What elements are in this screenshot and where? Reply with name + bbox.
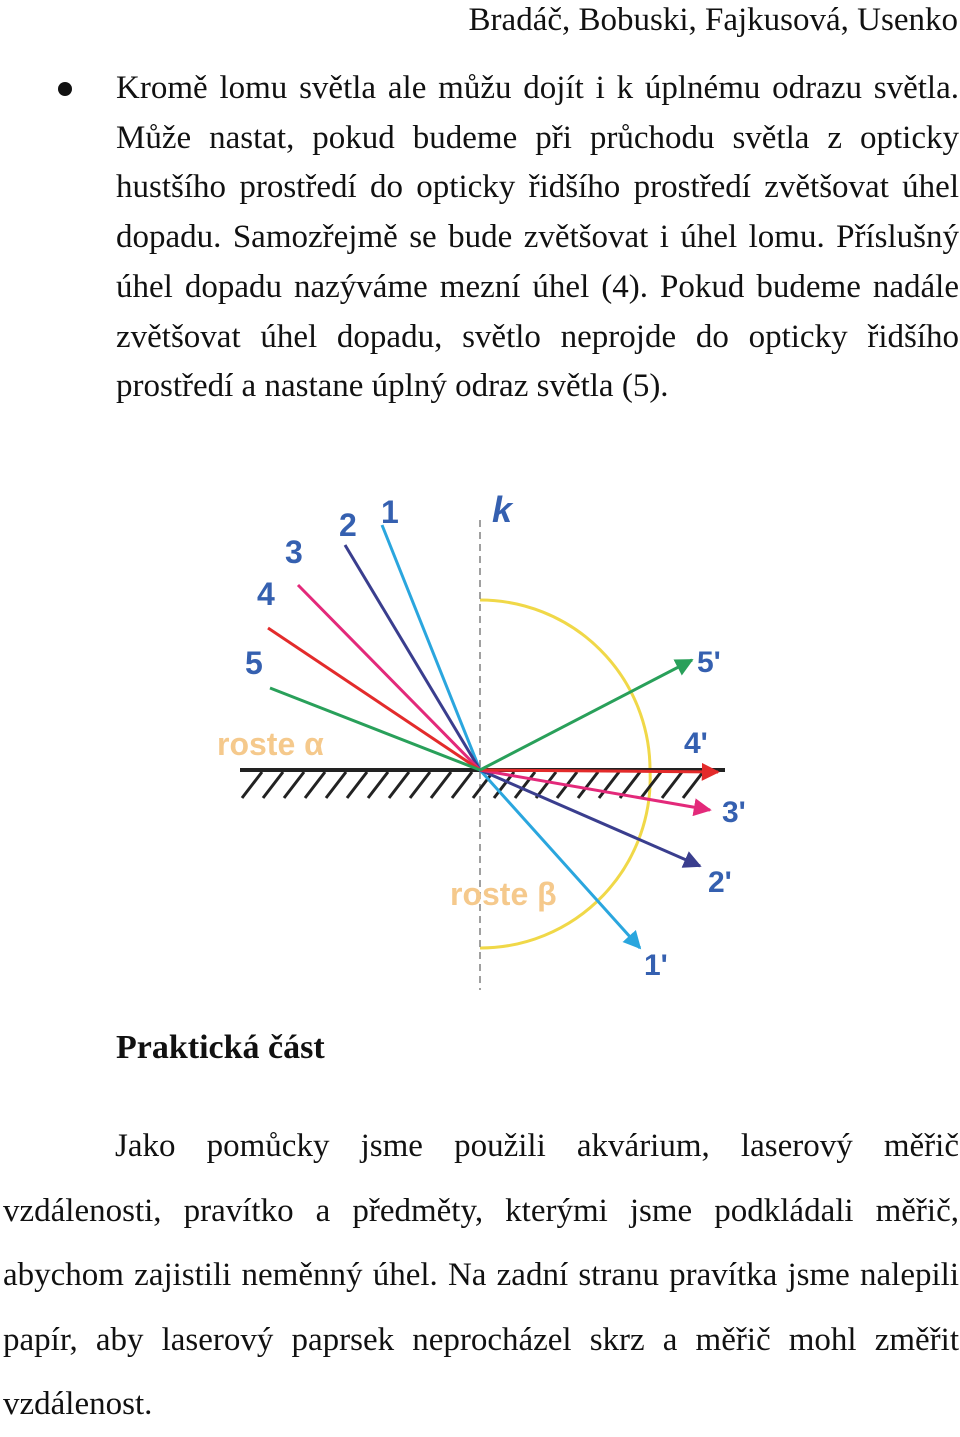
incident-ray-3	[298, 585, 480, 770]
refracted-ray-1	[480, 770, 640, 948]
hatch-mark	[347, 772, 367, 798]
incident-label-1: 1	[381, 494, 399, 530]
refracted-label-2: 2'	[708, 866, 732, 899]
hatch-mark	[263, 772, 283, 798]
surface-hatching	[242, 772, 703, 798]
normal-label: k	[492, 489, 513, 530]
practical-paragraph	[3, 1114, 959, 1437]
bullet-paragraph: Kromě lomu světla ale můžu dojít i k úplnému odrazu světla. Může nastat, pokud budeme při průchodu světla z opticky hustšího prostředí do opticky řidšího prostředí zvětšovat úhel dopadu. Samozřejmě se bude zvětšovat i úhel lomu. Příslušný úhel dopadu nazýváme mezní úhel (4). Pokud budeme nadále zvětšovat úhel dopadu, světlo neprojde do opticky řidšího prostředí a nastane úplný odraz světla (5).	[116, 70, 959, 405]
hatch-mark	[410, 772, 430, 798]
paragraph-text: Jako pomůcky jsme použili akvárium, laserový měřič vzdálenosti, pravítko a předměty, kterými jsme podkládali měřič, abychom zajistili neměnný úhel. Na zadní stranu pravítka jsme nalepili papír, aby laserový paprsek neprocházel skrz a měřič mohl změřit vzdálenost.	[3, 1128, 959, 1422]
hatch-mark	[242, 772, 262, 798]
hatch-mark	[536, 772, 556, 798]
hatch-mark	[452, 772, 472, 798]
alpha-label: roste α	[217, 726, 324, 762]
page-header-authors: Bradáč, Bobuski, Fajkusová, Usenko	[468, 2, 958, 38]
incident-ray-2	[345, 545, 480, 770]
hatch-mark	[326, 772, 346, 798]
refraction-diagram	[200, 485, 760, 995]
alpha-arc	[480, 600, 650, 770]
bullet-point	[58, 82, 72, 96]
hatch-mark	[683, 772, 703, 798]
hatch-mark	[284, 772, 304, 798]
incident-label-3: 3	[285, 534, 303, 570]
hatch-mark	[431, 772, 451, 798]
hatch-mark	[368, 772, 388, 798]
reflected-label-5: 5'	[697, 646, 721, 679]
reflected-ray-5	[480, 660, 692, 770]
incident-ray-1	[382, 525, 480, 770]
hatch-mark	[662, 772, 682, 798]
beta-label: roste β	[450, 876, 557, 912]
incident-label-4: 4	[257, 576, 275, 612]
incident-label-5: 5	[245, 645, 263, 681]
hatch-mark	[578, 772, 598, 798]
incident-label-2: 2	[339, 507, 357, 543]
section-title: Praktická část	[116, 1029, 325, 1066]
hatch-mark	[389, 772, 409, 798]
refracted-label-4: 4'	[684, 727, 708, 760]
refracted-label-3: 3'	[722, 796, 746, 829]
refracted-label-1: 1'	[644, 949, 668, 982]
refracted-ray-4	[480, 770, 718, 772]
hatch-mark	[305, 772, 325, 798]
